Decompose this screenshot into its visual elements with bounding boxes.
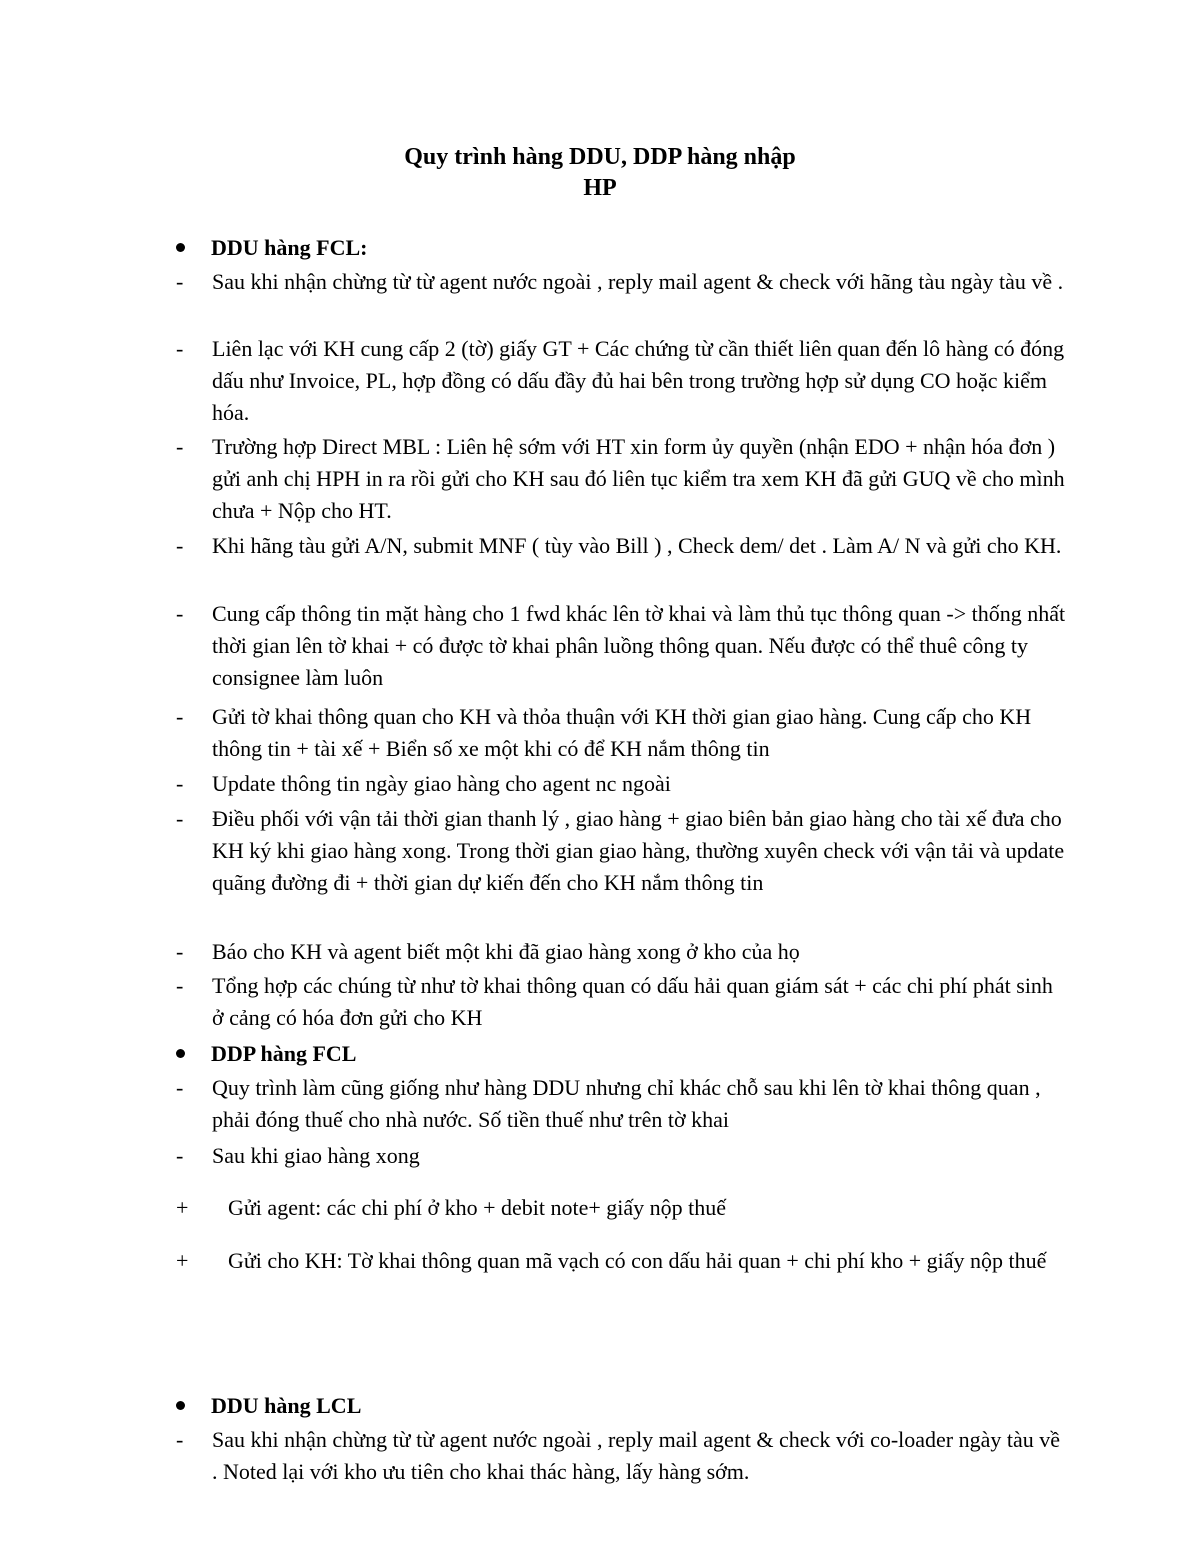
dash-icon: - [176,1075,184,1100]
section-heading-ddp-fcl: DDP hàng FCL [176,1038,356,1070]
plus-icon: + [176,1195,189,1220]
dash-icon: - [176,1143,184,1168]
title-line-1: Quy trình hàng DDU, DDP hàng nhập [404,144,796,170]
plus-icon: + [176,1248,189,1273]
plus-item: + Gửi cho KH: Tờ khai thông quan mã vạch có con dấu hải quan + chi phí kho + giấy nộp thuế [176,1245,1066,1277]
dash-icon: - [176,1427,184,1452]
dash-icon: - [176,973,184,998]
list-item: - Tổng hợp các chúng từ như tờ khai thông quan có dấu hải quan giám sát + các chi phí phát sinh ở cảng có hóa đơn gửi cho KH [176,970,1066,1034]
dash-icon: - [176,434,184,459]
list-item: - Liên lạc với KH cung cấp 2 (tờ) giấy GT + Các chứng từ cần thiết liên quan đến lô hàng có đóng dấu như Invoice, PL, hợp đồng có dấu đầy đủ hai bên trong trường hợp sử dụng CO hoặc kiểm hóa. [176,333,1066,429]
title-line-2: HP [583,175,617,201]
section-heading-ddu-fcl: DDU hàng FCL: [176,232,367,264]
document-title [0,142,1200,204]
dash-icon: - [176,806,184,831]
list-item: - Sau khi giao hàng xong [176,1140,1066,1172]
bullet-icon [176,1401,185,1410]
dash-icon: - [176,939,184,964]
list-item: - Khi hãng tàu gửi A/N, submit MNF ( tùy vào Bill ) , Check dem/ det . Làm A/ N và gửi cho KH. [176,530,1066,562]
list-item: - Cung cấp thông tin mặt hàng cho 1 fwd khác lên tờ khai và làm thủ tục thông quan -> thống nhất thời gian lên tờ khai + có được tờ khai phân luồng thông quan. Nếu được có thể thuê công ty consignee làm luôn [176,598,1066,694]
plus-item: + Gửi agent: các chi phí ở kho + debit note+ giấy nộp thuế [176,1192,1066,1224]
dash-icon: - [176,601,184,626]
list-item: - Gửi tờ khai thông quan cho KH và thỏa thuận với KH thời gian giao hàng. Cung cấp cho KH thông tin + tài xế + Biển số xe một khi có để KH nắm thông tin [176,701,1066,765]
section-heading-ddu-lcl: DDU hàng LCL [176,1390,361,1422]
list-item: - Trường hợp Direct MBL : Liên hệ sớm với HT xin form ủy quyền (nhận EDO + nhận hóa đơn ) gửi anh chị HPH in ra rồi gửi cho KH sau đó liên tục kiểm tra xem KH đã gửi GUQ về cho mình chưa + Nộp cho HT. [176,431,1066,527]
bullet-icon [176,1049,185,1058]
list-item: - Sau khi nhận chừng từ từ agent nước ngoài , reply mail agent & check với hãng tàu ngày tàu về . [176,266,1066,298]
dash-icon: - [176,533,184,558]
list-item: - Báo cho KH và agent biết một khi đã giao hàng xong ở kho của họ [176,936,1066,968]
list-item: - Sau khi nhận chừng từ từ agent nước ngoài , reply mail agent & check với co-loader ngày tàu về . Noted lại với kho ưu tiên cho khai thác hàng, lấy hàng sớm. [176,1424,1066,1488]
dash-icon: - [176,704,184,729]
dash-icon: - [176,269,184,294]
dash-icon: - [176,336,184,361]
list-item: - Update thông tin ngày giao hàng cho agent nc ngoài [176,768,1066,800]
bullet-icon [176,243,185,252]
list-item: - Quy trình làm cũng giống như hàng DDU nhưng chỉ khác chỗ sau khi lên tờ khai thông quan , phải đóng thuế cho nhà nước. Số tiền thuế như trên tờ khai [176,1072,1066,1136]
list-item: - Điều phối với vận tải thời gian thanh lý , giao hàng + giao biên bản giao hàng cho tài xế đưa cho KH ký khi giao hàng xong. Trong thời gian giao hàng, thường xuyên check với vận tải và update quãng đường đi + thời gian dự kiến đến cho KH nắm thông tin [176,803,1066,899]
dash-icon: - [176,771,184,796]
